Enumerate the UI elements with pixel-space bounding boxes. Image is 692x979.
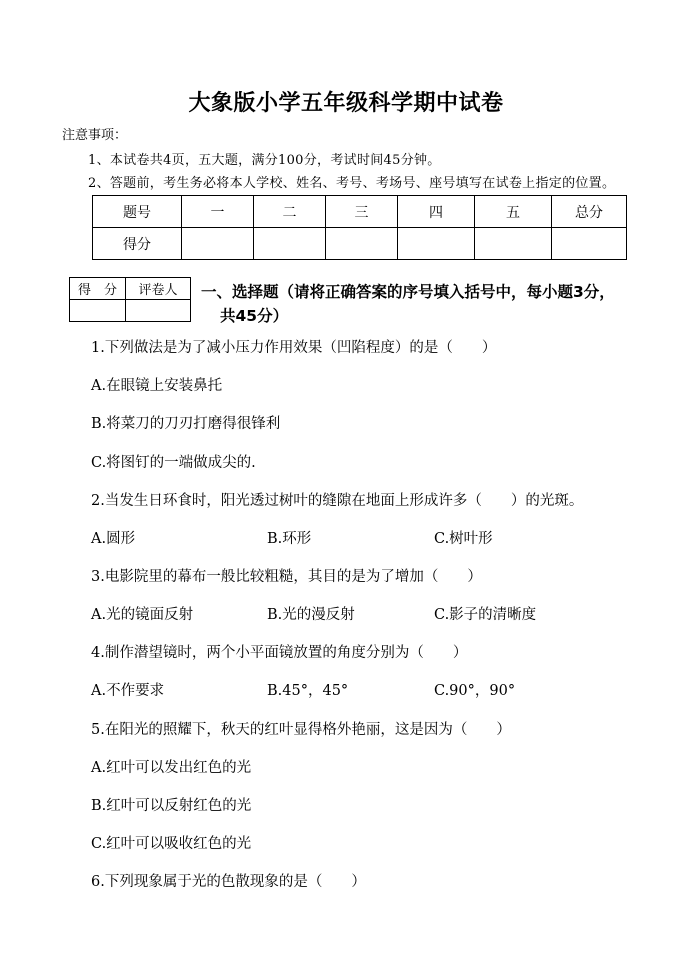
option: A.光的镜面反射 [91, 607, 194, 623]
score-table-header-row [93, 196, 627, 228]
option: B.光的漫反射 [267, 607, 355, 623]
score-cell [326, 228, 398, 260]
option: C.红叶可以吸收红色的光 [91, 836, 252, 852]
section-heading-line-1: 一、选择题（请将正确答案的序号填入括号中，每小题3分， [201, 283, 615, 301]
option: A.圆形 [91, 531, 136, 547]
option: C.树叶形 [434, 531, 493, 547]
option: B.红叶可以反射红色的光 [91, 798, 252, 814]
question-stem: 1.下列做法是为了减小压力作用效果（凹陷程度）的是（ ） [91, 340, 497, 356]
score-table-score-row [93, 228, 627, 260]
option: A.红叶可以发出红色的光 [91, 760, 252, 776]
score-cell [254, 228, 326, 260]
question-stem: 4.制作潜望镜时，两个小平面镜放置的角度分别为（ ） [91, 645, 468, 661]
question-stem: 6.下列现象属于光的色散现象的是（ ） [91, 874, 366, 890]
score-cell [475, 228, 552, 260]
score-header-cell: 五 [475, 196, 552, 228]
option: C.将图钉的一端做成尖的. [91, 455, 256, 471]
exam-title: 大象版小学五年级科学期中试卷 [188, 91, 504, 116]
option: B.45°，45° [267, 683, 349, 699]
notice-line-1: 1、本试卷共4页，五大题，满分100分，考试时间45分钟。 [88, 153, 441, 168]
score-header-cell: 三 [326, 196, 398, 228]
score-row-label: 得分 [93, 228, 182, 260]
score-cell [552, 228, 627, 260]
score-table [92, 195, 627, 260]
score-header-cell: 题号 [93, 196, 182, 228]
grader-score-label: 得 分 [70, 278, 126, 300]
score-header-cell: 二 [254, 196, 326, 228]
option: A.不作要求 [91, 683, 165, 699]
section-heading [201, 280, 641, 328]
section-heading-line-2: 共45分） [220, 307, 289, 325]
option: B.将菜刀的刀刃打磨得很锋利 [91, 416, 281, 432]
score-header-cell: 一 [182, 196, 254, 228]
option: C.影子的清晰度 [434, 607, 537, 623]
question-stem: 5.在阳光的照耀下，秋天的红叶显得格外艳丽，这是因为（ ） [91, 722, 511, 738]
score-header-cell: 四 [398, 196, 475, 228]
score-header-cell: 总分 [552, 196, 627, 228]
score-cell [398, 228, 475, 260]
option: C.90°，90° [434, 683, 516, 699]
notice-heading: 注意事项： [62, 128, 128, 143]
grader-box [69, 277, 191, 322]
option: B.环形 [267, 531, 312, 547]
grader-score-cell [70, 300, 126, 322]
score-cell [182, 228, 254, 260]
question-stem: 2.当发生日环食时，阳光透过树叶的缝隙在地面上形成许多（ ）的光斑。 [91, 493, 584, 509]
question-stem: 3.电影院里的幕布一般比较粗糙，其目的是为了增加（ ） [91, 569, 482, 585]
grader-name-cell [126, 300, 191, 322]
option: A.在眼镜上安装鼻托 [91, 378, 223, 394]
notice-line-2: 2、答题前，考生务必将本人学校、姓名、考号、考场号、座号填写在试卷上指定的位置。 [88, 176, 616, 191]
grader-name-label: 评卷人 [126, 278, 191, 300]
